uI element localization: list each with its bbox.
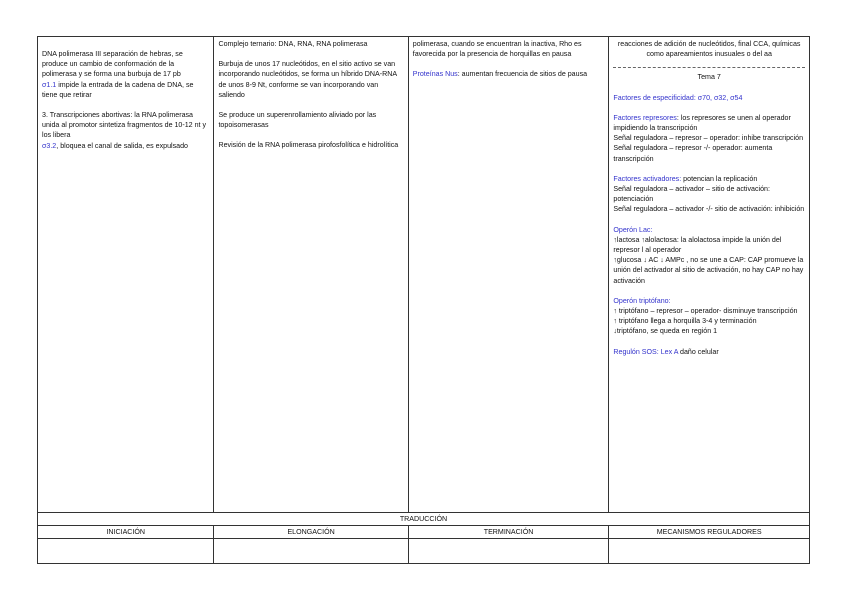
tema-heading: Tema 7 [697, 73, 721, 82]
content-row [38, 37, 810, 513]
col1-paragraph-4 [42, 141, 209, 151]
empty-cell [38, 539, 214, 564]
factores-activadores-label: Factores activadores: [613, 174, 682, 183]
header-elongacion: ELONGACIÓN [214, 526, 408, 539]
operon-lac-line-2: ↑glucosa ↓ AC ↓ AMPc , no se une a CAP: CAP promueve la unión del activador al sitio de activación, no hay CAP no hay activación [613, 256, 804, 285]
proteinas-nus-label: Proteínas Nus [412, 70, 458, 79]
col1-paragraph-1: DNA polimerasa III separación de hebras, se produce un cambio de conformación de la polimerasa y se forma una burbuja de 17 pb [42, 50, 183, 79]
operon-lac-label: Operón Lac: [613, 225, 653, 234]
col-iniciacion-cell [38, 37, 214, 513]
traduccion-header-row [38, 526, 810, 539]
sigma-label: σ3.2 [42, 141, 57, 150]
col1-paragraph-2 [42, 80, 209, 100]
regulon-sos-paragraph [613, 347, 805, 357]
activador-line-3: Señal reguladora – activador -/- sitio de activación: inhibición [613, 205, 805, 214]
col3-paragraph-1: polimerasa, cuando se encuentran la inactiva, Rho es favorecida por la presencia de horquillas en pausa [412, 40, 582, 59]
factores-especificidad-label: Factores de especificidad: σ70, σ32, σ54 [613, 93, 743, 102]
col-elongacion-cell [214, 37, 408, 513]
operon-triptofano-line-1: ↑ triptófano – represor – operador- disminuye transcripción [613, 307, 798, 316]
col1-paragraph-3: 3. Transcripciones abortivas: la RNA polimerasa unida al promotor sintetiza fragmentos de 10-12 nt y los libera [42, 111, 207, 140]
col2-paragraph-1: Complejo ternario: DNA, RNA, RNA polimerasa [218, 40, 368, 48]
operon-triptofano-line-3: ↓triptófano, se queda en región 1 [613, 327, 718, 336]
empty-cell [609, 539, 810, 564]
col2-paragraph-2: Burbuja de unos 17 nucleótidos, en el sitio activo se van incorporando nucleótidos, se forma un híbrido DNA-RNA de unos 8-9 Nt, conforme se van incorporando van saliendo [218, 60, 397, 99]
factores-represores-paragraph [613, 113, 805, 133]
operon-triptofano-line-2: ↑ triptófano llega a horquilla 3-4 y terminación [613, 317, 757, 326]
col2-paragraph-3: Se produce un superenrollamiento aliviado por las topoisomerasas [218, 111, 377, 130]
factores-activadores-text: potencian la replicación [681, 174, 758, 183]
header-mecanismos-reguladores: MECANISMOS REGULADORES [609, 526, 810, 539]
traduccion-title: TRADUCCIÓN [38, 513, 810, 526]
represor-line-3: Señal reguladora – represor -/- operador: aumenta transcripción [613, 144, 773, 163]
activador-line-2: Señal reguladora – activador – sitio de activación: potenciación [613, 185, 770, 204]
col-terminacion-cell [408, 37, 609, 513]
col3-paragraph-2 [413, 69, 605, 79]
regulon-sos-label: Regulón SOS: Lex A [613, 347, 679, 356]
notes-table [37, 36, 810, 564]
operon-lac-line-1: ↑lactosa ↑alolactosa: la alolactosa impide la unión del represor l al operador [613, 235, 782, 255]
factores-represores-label: Factores represores [613, 113, 677, 122]
operon-triptofano-label: Operón triptófano: [613, 296, 671, 305]
factores-represores-text: : los represores se unen al operador impidiendo la transcripción [613, 113, 791, 133]
empty-cell [408, 539, 609, 564]
col3-paragraph-2-text: : aumentan frecuencia de sitios de pausa [457, 70, 588, 79]
col-mecanismos-cell [609, 37, 810, 513]
represor-line-2: Señal reguladora – represor – operador: inhibe transcripción [613, 134, 804, 143]
empty-cell [214, 539, 408, 564]
header-iniciacion: INICIACIÓN [38, 526, 214, 539]
section-divider [613, 67, 805, 68]
traduccion-title-row [38, 513, 810, 526]
col1-paragraph-4-text: , bloquea el canal de salida, es expulsado [56, 141, 188, 150]
factores-activadores-paragraph [613, 174, 805, 184]
header-terminacion: TERMINACIÓN [408, 526, 609, 539]
col2-paragraph-4: Revisión de la RNA polimerasa pirofosfolítica e hidrolítica [218, 141, 399, 150]
col1-paragraph-2-text: impide la entrada de la cadena de DNA, se tiene que retirar [42, 80, 194, 99]
regulon-sos-text: daño celular [678, 347, 719, 356]
traduccion-empty-row [38, 539, 810, 564]
col4-paragraph-1: reacciones de adición de nucleótidos, final CCA, químicas como apareamientos inusuales o del aa [617, 40, 801, 59]
sigma-label: σ1.1 [42, 80, 57, 89]
